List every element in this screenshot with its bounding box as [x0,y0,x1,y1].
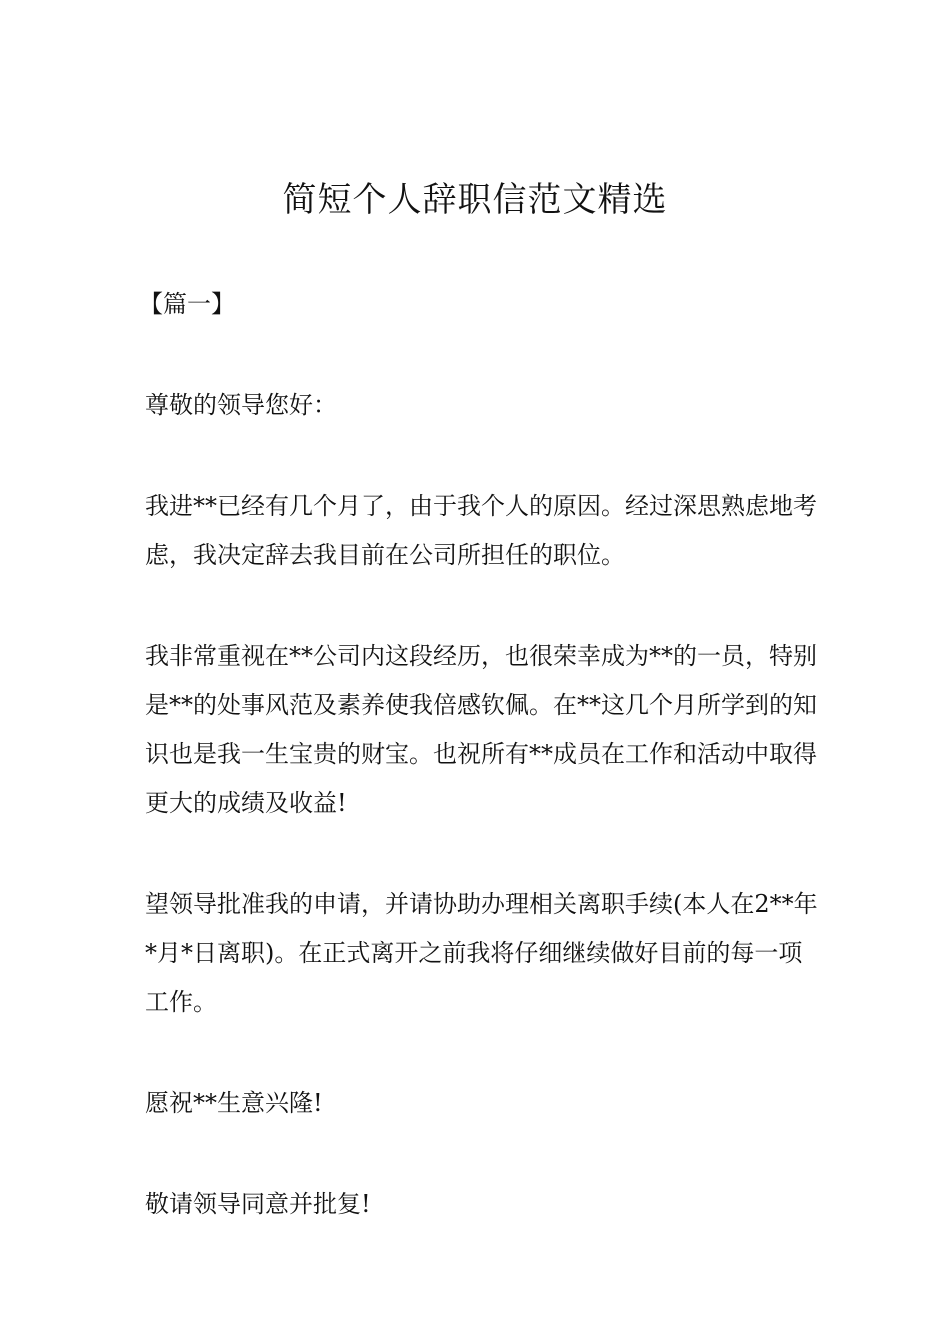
section-label: 【篇一】 [139,290,235,318]
paragraph-wishes: 愿祝**生意兴隆! [145,1089,323,1117]
paragraph-closing: 敬请领导同意并批复! [145,1190,371,1218]
paragraph-appreciation: 我非常重视在**公司内这段经历，也很荣幸成为**的一员，特别是**的处事风范及素养使我倍感钦佩。在**这几个月所学到的知识也是我一生宝贵的财宝。也祝所有**成员在工作和活动中取得更大的成绩及收益! [145,642,817,817]
document-body [139,280,825,1229]
paragraph-request-approval: 望领导批准我的申请，并请协助办理相关离职手续(本人在2**年*月*日离职)。在正式离开之前我将仔细继续做好目前的每一项工作。 [145,890,818,1016]
document-title: 简短个人辞职信范文精选 [282,180,668,220]
paragraph-greeting: 尊敬的领导您好： [145,391,337,419]
paragraph-resignation-intent: 我进**已经有几个月了，由于我个人的原因。经过深思熟虑地考虑，我决定辞去我目前在公司所担任的职位。 [145,492,817,569]
